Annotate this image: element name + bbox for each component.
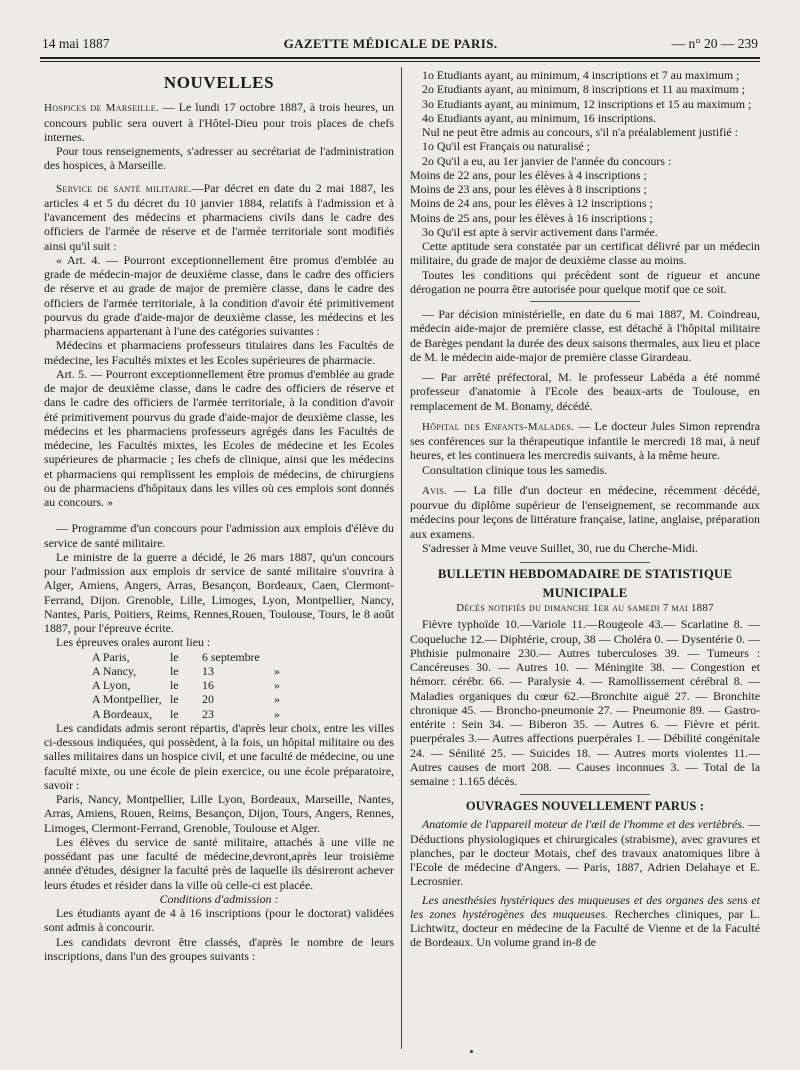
age-line: Moins de 24 ans, pour les élèves à 12 inscriptions ; [410,196,653,211]
avis-label: Avis. [422,484,448,497]
ouvrage-2-title: Les anesthésies hystériques des muqueuses et des organes des sens et les zones hystérogènes des muqueuses. [410,892,760,921]
hospices-text: — Le lundi 17 octobre 1887, à trois heures, un concours public sera ouvert à l'Hôtel-Dieu pour trois places de chefs internes. [44,100,394,144]
orales-paragraph: Les épreuves orales auront lieu : [56,635,211,650]
article-4-categories: Médecins et pharmaciens professeurs titulaires dans les Facultés de médecine, les Facultés mixtes et les Ecoles supérieures de pharmacie. [44,338,394,367]
programme-paragraph: — Programme d'un concours pour l'admission aux emplois d'élève du service de santé militaire. [44,521,394,550]
hopital-text: — Le docteur Jules Simon reprendra ses conférences sur la thérapeutique infantile le mercredi 18 mai, à neuf heures, et les continuera les mercredis suivants, à la même heure. [410,418,760,463]
age-line: Moins de 22 ans, pour les élèves à 4 inscriptions ; [410,167,647,182]
adresser-paragraph: S'adresser à Mme veuve Suillet, 30, rue du Cherche-Midi. [422,540,698,555]
avis-paragraph [410,483,760,541]
ouvrage-2 [410,893,760,950]
bulletin-title: BULLETIN HEBDOMADAIRE DE STATISTIQUE [437,567,733,581]
group-3: 3o Etudiants ayant, au minimum, 12 inscriptions et 15 au maximum ; [422,96,752,111]
nul-paragraph: Nul ne peut être admis au concours, s'il n'a préalablement justifié : [422,125,738,139]
villes-paragraph: Paris, Nancy, Montpellier, Lille Lyon, Bordeaux, Marseille, Nantes, Arras, Amiens, Rouen, Reims, Besançon, Dijon, Tours, Angers, Rennes, Limoges, Clermont-Ferrand, Grenoble, Toulouse et Alger. [44,792,394,835]
exam-date-row: A Montpellier, le 20 » [92,692,280,707]
ouvrage-1-text: — Déductions physiologiques et chirurgicales (strabisme), avec gravures et planches, par le docteur Motais, chef des travaux anatomiques libre à l'Ecole de médecine d'Angers. — Paris, 1887, Adrien Delahaye et E. Lecrosnier. [410,817,760,889]
page-header [42,30,758,52]
exam-date-row: A Bordeaux, le 23 » [92,706,280,721]
left-column [44,68,394,1048]
header-rule [40,57,760,59]
age-line: Moins de 25 ans, pour les élèves à 16 inscriptions ; [410,210,653,225]
arrete-paragraph: — Par arrêté préfectoral, M. le professeur Labéda a été nommé professeur d'anatomie à l'Ecole des beaux-arts de Toulouse, en remplacement de M. Bonamy, décédé. [410,370,760,413]
exam-dates-list [44,650,394,721]
bulletin-title-2: MUNICIPALE [542,586,628,600]
right-column [410,68,760,1048]
separator-rule [530,301,640,302]
column-divider [401,67,402,1049]
ministre-paragraph: Le ministre de la guerre a décidé, le 26 mars 1887, qu'un concours pour l'admission aux emplois dr service de santé militaire s'ouvrira à Alger, Amiens, Angers, Arras, Besançon, Bordeaux, Caen, Clermont-Ferrand, Dijon. Grenoble, Lille, Limoges, Lyon, Montpellier, Nancy, Nantes, Paris, Poitiers, Reims, Rennes,Rouen, Toulouse, Tours, le 8 août 1887, pour l'épreuve écrite. [44,549,394,635]
hospices-paragraph [44,100,394,144]
header-rule-thin [40,61,760,62]
justify-2: 2o Qu'il a eu, au 1er janvier de l'année du concours : [422,153,672,168]
journal-title: GAZETTE MÉDICALE DE PARIS. [283,36,498,51]
aptitude-paragraph: Cette aptitude sera constatée par un certificat délivré par un médecin militaire, du grade de major de deuxième classe au moins. [410,239,760,268]
group-1: 1o Etudiants ayant, au minimum, 4 inscriptions et 7 au maximum ; [422,68,740,82]
hospices-info: Pour tous renseignements, s'adresser au secrétariat de l'administration des hospices, à Marseille. [44,144,394,173]
issue-number: — n° 20 — 239 [671,36,758,51]
ouvrages-title: OUVRAGES NOUVELLEMENT PARUS : [465,799,705,814]
conditions-title: Conditions d'admission : [159,891,279,906]
ouvrage-1 [410,817,760,888]
conditions-paragraph-2: Les candidats devront être classés, d'après le nombre de leurs inscriptions, dans l'un des groupes suivants : [44,934,394,963]
service-paragraph [44,181,394,253]
ouvrage-2-text: Recherches cliniques, par L. Lichtwitz, docteur en médecine de la Faculté de Vienne et de la Faculté de Bordeaux. Un volume grand in-8 de [410,906,760,950]
article-4: « Art. 4. — Pourront exceptionnellement être promus d'emblée au grade de médecin-major de deuxième classe, dans le cadre des officiers de réserve et au grade de major de première classe, dans le cadre des officiers de l'armée territoriale, à la condition d'avoir été primitivement pourvus du grade d'aide-major de deuxième classe, les médecins et les pharmaciens appartenant à l'une des catégories suivantes : [44,252,394,338]
hospices-label: Hospices de Marseille. [44,102,159,115]
candidats-paragraph: Les candidats admis seront répartis, d'après leur choix, entre les villes ci-dessous indiquées, qui possèdent, à la fois, un hôpital militaire ou des salles militaires dans un hospice civil, et une faculté de médecine, ou une faculté mixte, ou une école de plein exercice, ou une école préparatoire, savoir : [44,720,394,792]
justify-3: 3o Qu'il est apte à servir activement dans l'armée. [422,224,658,239]
group-2: 2o Etudiants ayant, au minimum, 8 inscriptions et 11 au maximum ; [422,82,745,97]
separator-rule [520,794,650,795]
section-title-nouvelles: NOUVELLES [163,73,275,92]
bulletin-statistics: Fièvre typhoïde 10.—Variole 11.—Rougeole 43.— Scarlatine 8. — Coqueluche 12.— Diphtérie, croup, 38 — Choléra 0. — Dysentérie 0. — Phthisie pulmonaire 230.— Autres tuberculoses 39. — Tumeurs : Cancéreuses 30. — Autres 10. — Méningite 38. — Congestion et hémorr. cérébr. 66. — Paralysie 4. — Ramollissement cérébral 8. — Maladies organiques du cœur 62.—Bronchite aiguë 27. — Bronchite chronique 45. — Broncho-pneumonie 27. — Pneumonie 89. — Gastro-entérite : Sein 34. — Biberon 35. — Autres 6. — Fièvre et périt. puerpérales 3.— Autres affections puerpérales 1. — Débilité congénitale 24. — Sénilité 25. — Suicides 18. — Autres morts violentes 11.— Autres causes de mort 208. — Causes inconnues 3. — Total de la semaine : 1.165 décès. [410,617,760,788]
exam-date-row: A Paris, le 6 septembre [92,649,260,664]
consultation-paragraph: Consultation clinique tous les samedis. [422,462,608,477]
hopital-label: Hôpital des Enfants-Malades. [422,420,575,433]
service-label: Service de santé militaire. [56,182,192,195]
ouvrage-1-title: Anatomie de l'appareil moteur de l'œil de l'homme et des vertèbrés. [422,817,745,832]
conditions-paragraph-1: Les étudiants ayant de 4 à 16 inscriptions (pour le doctorat) validées sont admis à concourir. [44,906,394,935]
rigueur-paragraph: Toutes les conditions qui précèdent sont de rigueur et ancune dérogation ne pourra être autorisée pour quelque motif que ce soit. [410,267,760,296]
group-4: 4o Etudiants ayant, au minimum, 16 inscriptions. [422,110,657,125]
eleves-paragraph: Les élèves du service de santé militaire, attachés à une ville ne possédant pas une faculté de médecine,devront,après leur troisième année d'études, désigner la faculté près de laquelle ils désireront achever leurs études et résider dans la ville où celle-ci est placée. [44,834,394,892]
ink-dot [470,1050,473,1053]
avis-text: — La fille d'un docteur en médecine, récemment décédé, pourvue du diplôme supérieur de l'enseignement, se recommande aux médecins pour leçons de littérature française, latine, anglaise, préparation aux examens. [410,482,760,541]
exam-date-row: A Lyon, le 16 » [92,678,280,692]
justify-1: 1o Qu'il est Français ou naturalisé ; [422,139,590,154]
bulletin-subtitle: Décès notifiés du dimanche 1er au samedi 7 mai 1887 [456,602,714,614]
separator-rule [520,562,650,563]
age-line: Moins de 23 ans, pour les élèves à 8 inscriptions ; [410,182,647,196]
decision-paragraph: — Par décision ministérielle, en date du 6 mai 1887, M. Coindreau, médecin aide-major de première classe, est détaché à l'hôpital militaire de Barèges pendant la durée des deux saisons thermales, aux lieu et place de M. le médecin aide-major de première classe Girardeau. [410,307,760,364]
service-text: —Par décret en date du 2 mai 1887, les articles 4 et 5 du décret du 10 janvier 1884, relatifs à l'admission et à l'avancement des médecins et pharmaciens civils dans le cadre des officiers de l'armée de réserve et de l'armée territoriale sont modifiés ainsi qu'il suit : [44,180,394,253]
header-date: 14 mai 1887 [42,36,110,51]
article-5: Art. 5. — Pourront exceptionnellement être promus d'emblée au grade de major de deuxième classe, dans le cadre des officiers de réserve et dans le cadre des officiers de l'armée territoriale, à la condition d'avoir été primitivement pourvus du grade d'aide-major de deuxième classe, les médecins et les pharmaciens professeurs agrégés dans les Facultés de médecine, les Facultés mixtes, les Ecoles de médecine et les Ecoles supérieures de pharmacie ; les chefs de clinique, ainsi que les médecins et pharmaciens qui remplissent les emplois de médecins, de chirurgiens ou de pharmaciens d'hôpitaux dans les villes où ces emplois sont donnés au concours. » [44,366,394,509]
exam-date-row: A Nancy, le 13 » [92,663,280,678]
hopital-paragraph [410,419,760,463]
